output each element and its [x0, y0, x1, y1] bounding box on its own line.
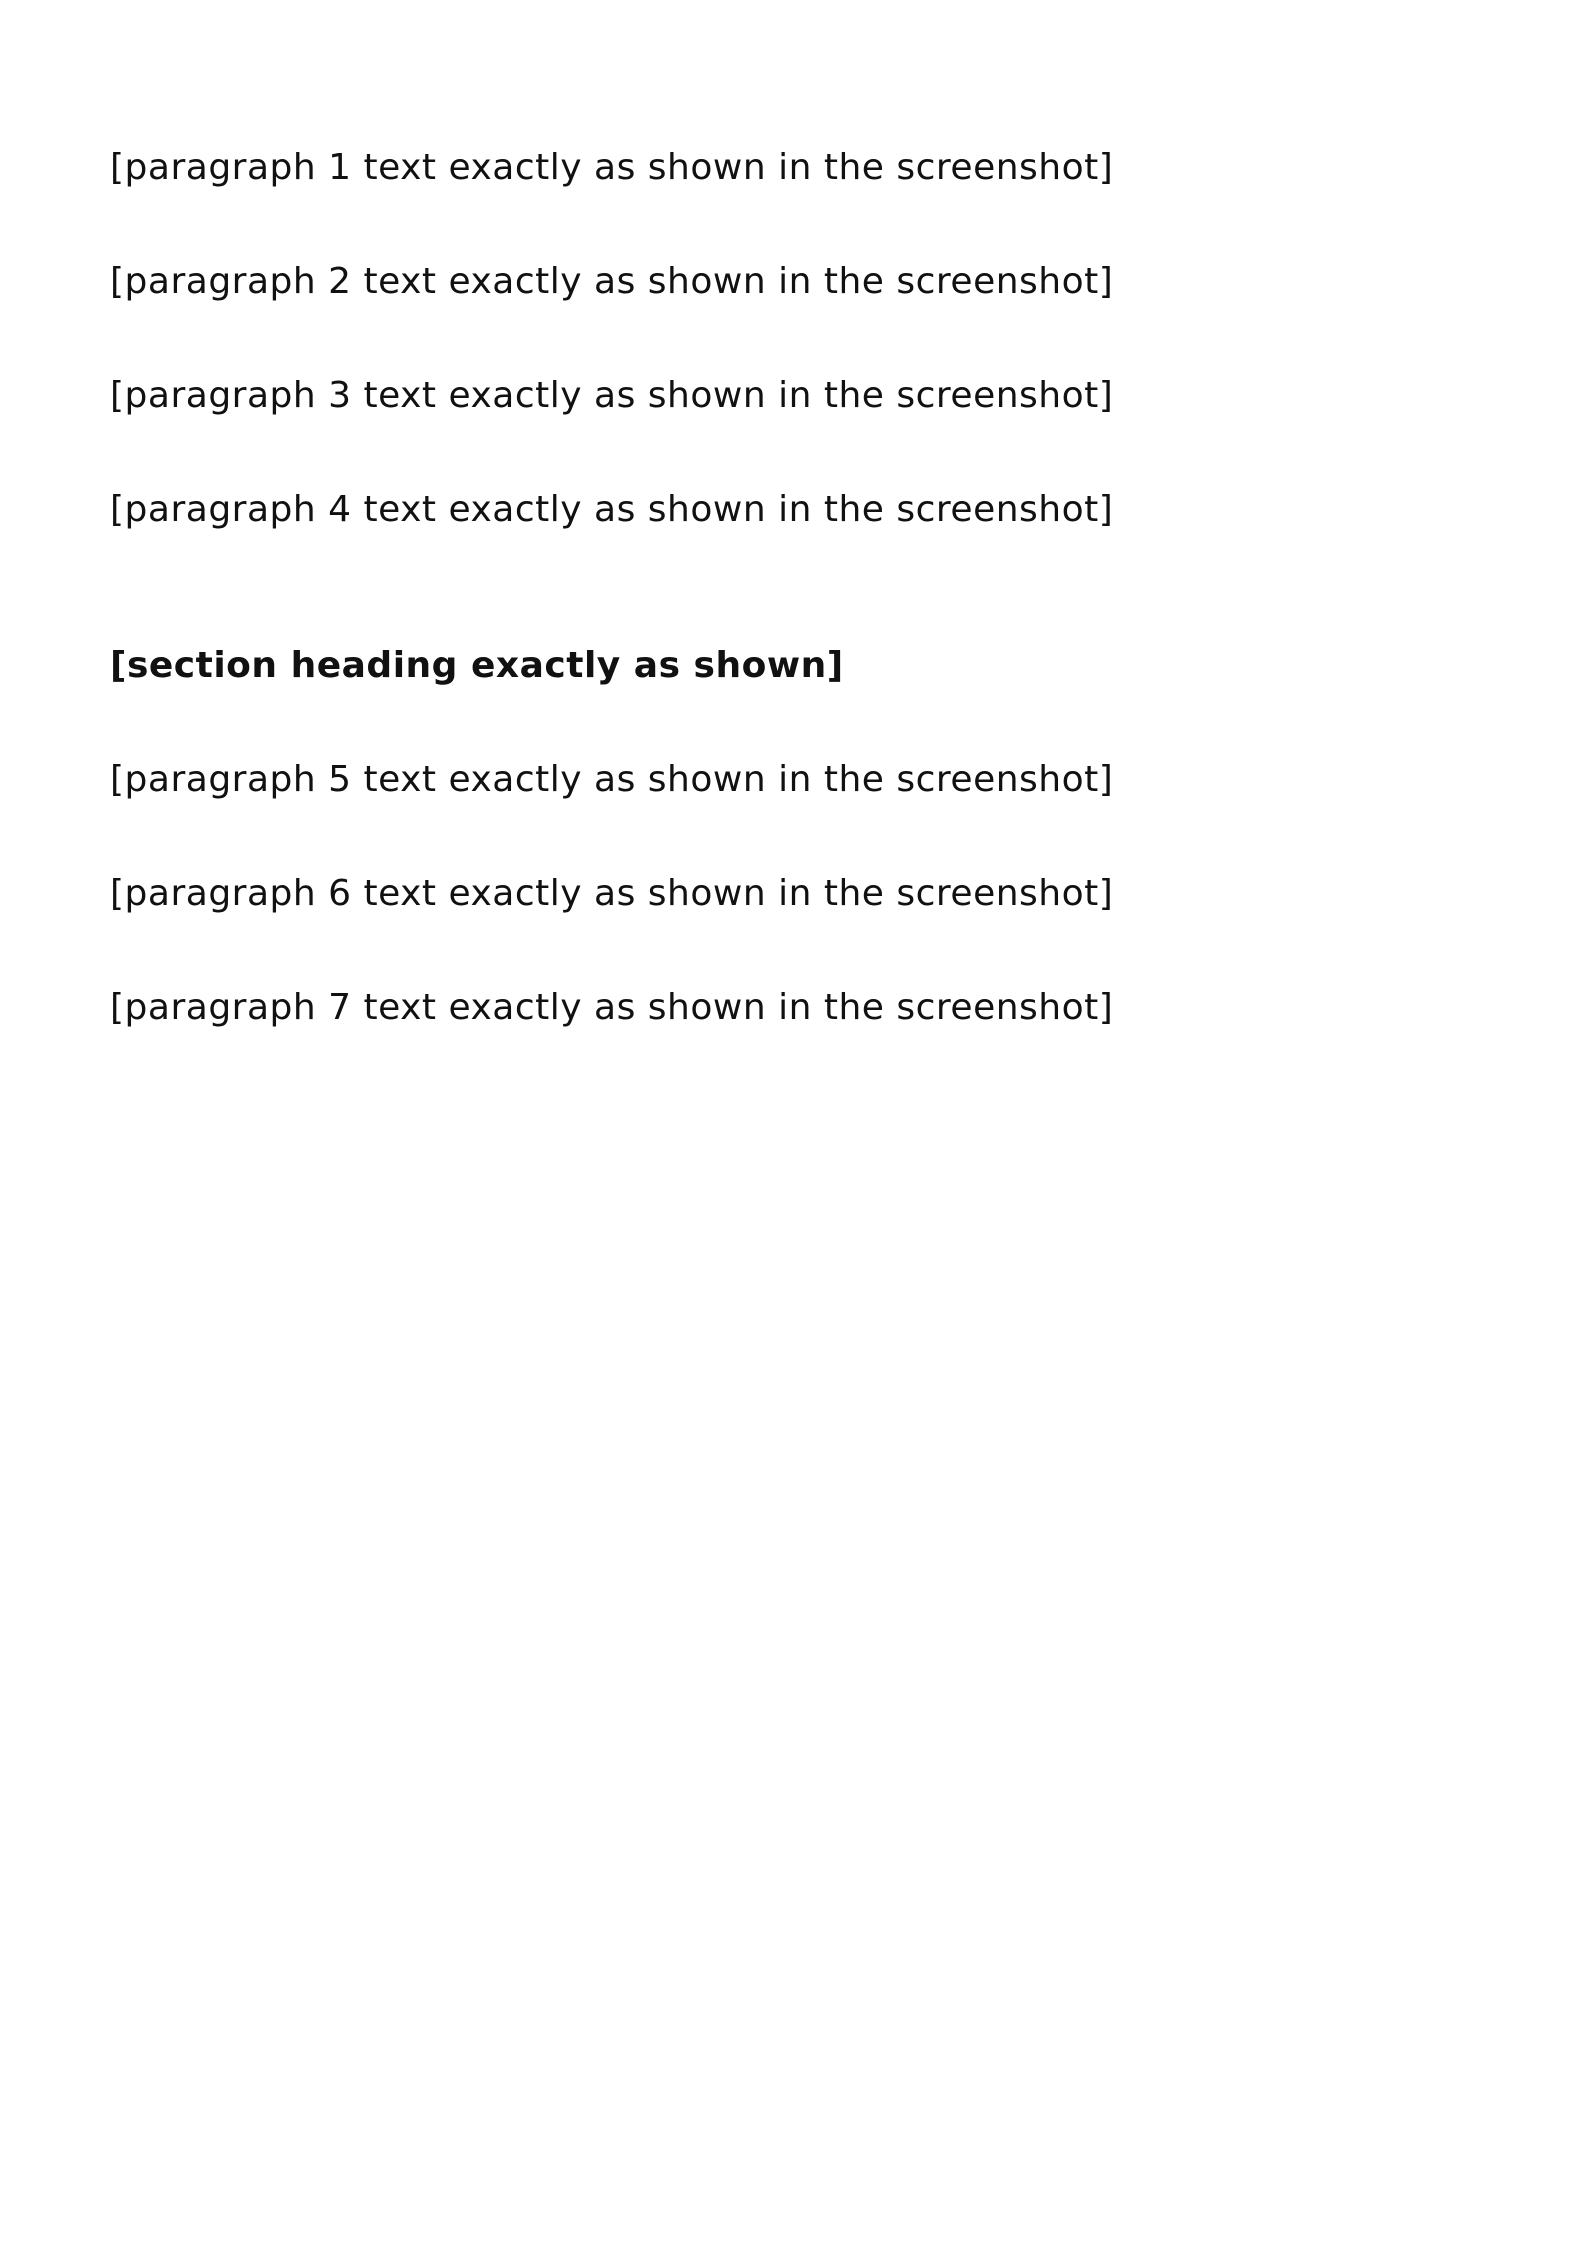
paragraph: [paragraph 7 text exactly as shown in the screenshot] — [110, 987, 1114, 1028]
paragraph: [paragraph 3 text exactly as shown in the screenshot] — [110, 375, 1114, 416]
section-heading: [section heading exactly as shown] — [110, 645, 844, 686]
paragraph: [paragraph 4 text exactly as shown in the screenshot] — [110, 489, 1114, 530]
paragraph: [paragraph 1 text exactly as shown in the screenshot] — [110, 147, 1114, 188]
paragraph: [paragraph 2 text exactly as shown in the screenshot] — [110, 261, 1114, 302]
paragraph: [paragraph 5 text exactly as shown in the screenshot] — [110, 759, 1114, 800]
paragraph: [paragraph 6 text exactly as shown in the screenshot] — [110, 873, 1114, 914]
